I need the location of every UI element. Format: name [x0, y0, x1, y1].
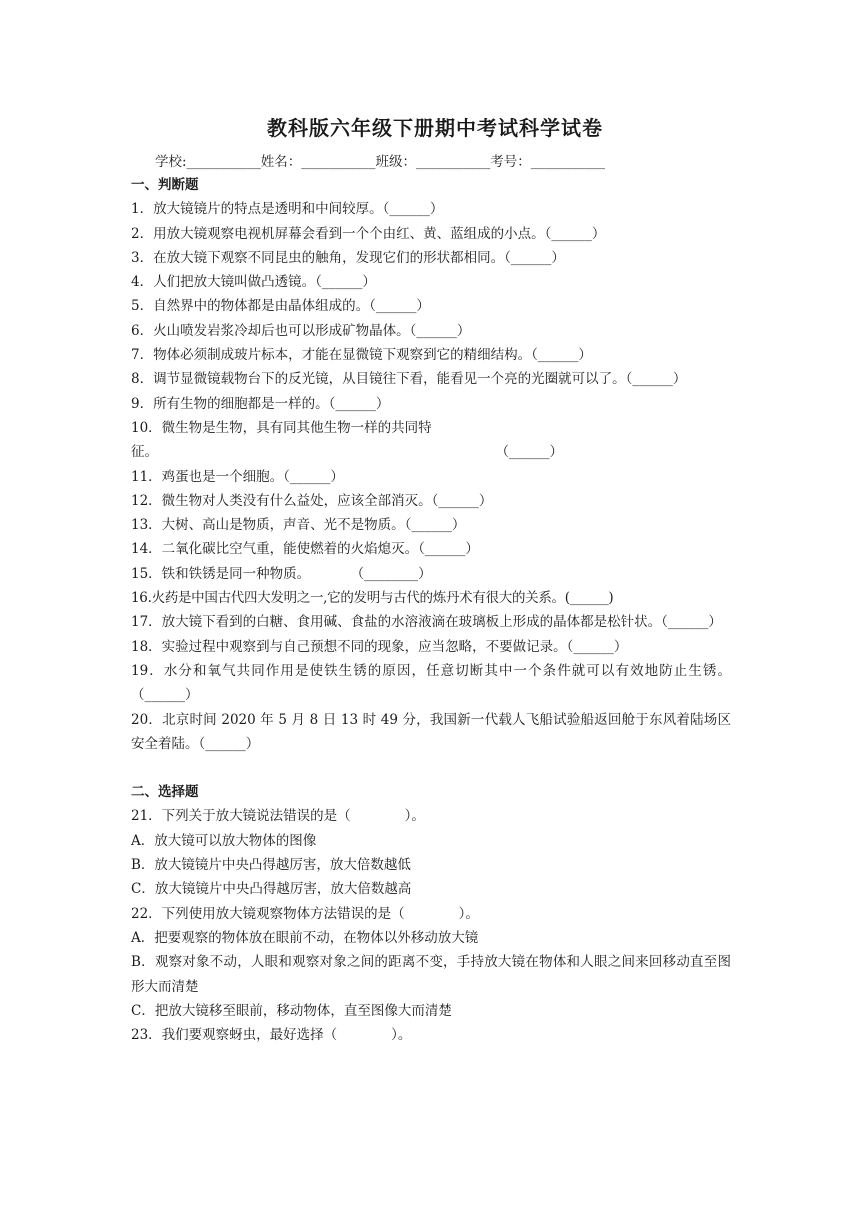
question-item: 11．鸡蛋也是一个细胞。（______） — [131, 468, 344, 485]
question-item: 8．调节显微镜载物台下的反光镜，从目镜往下看，能看见一个亮的光圈就可以了。（______） — [131, 371, 687, 388]
question-item: 16.火药是中国古代四大发明之一,它的发明与古代的炼丹术有很大的关系。(______) — [131, 590, 614, 607]
question-item: 1．放大镜镜片的特点是透明和中间较厚。（______） — [131, 201, 444, 218]
section-spacer — [131, 756, 731, 780]
question-item: 6．火山喷发岩浆冷却后也可以形成矿物晶体。（______） — [131, 322, 471, 339]
section-heading-choice: 二、选择题 — [131, 784, 199, 801]
question-item: 20．北京时间 2020 年 5 月 8 日 13 时 49 分，我国新一代载人飞船试验船返回舱于东风着陆场区安全着陆。（______） — [131, 711, 731, 752]
question-item: 12．微生物对人类没有什么益处，应该全部消灭。（______） — [131, 492, 493, 509]
choice-line: A．放大镜可以放大物体的图像 — [131, 832, 317, 849]
choice-line: A．把要观察的物体放在眼前不动，在物体以外移动放大镜 — [131, 929, 479, 946]
question-item-10-line1: 10．微生物是生物，具有同其他生物一样的共同特 — [131, 419, 432, 436]
question-item: 13．大树、高山是物质，声音、光不是物质。（______） — [131, 517, 466, 534]
choice-line: B．观察对象不动，人眼和观察对象之间的距离不变，手持放大镜在物体和人眼之间来回移动直至图形大而清楚 — [131, 954, 731, 995]
choice-line: 21．下列关于放大镜说法错误的是（ ）。 — [131, 808, 425, 825]
question-item: 2．用放大镜观察电视机屏幕会看到一个个由红、黄、蓝组成的小点。（______） — [131, 225, 606, 242]
exam-content — [131, 173, 731, 1047]
exam-title: 教科版六年级下册期中考试科学试卷 — [267, 116, 603, 140]
question-item-10-line2 — [131, 440, 731, 464]
question-item: 17．放大镜下看到的白糖、食用碱、食盐的水溶液滴在玻璃板上形成的晶体都是松针状。（______） — [131, 614, 722, 631]
student-info-line: 学校:___________姓名：___________班级：___________考号：___________ — [155, 154, 606, 170]
choice-line: C．放大镜镜片中央凸得越厉害，放大倍数越高 — [131, 881, 412, 898]
question-item: 4．人们把放大镜叫做凸透镜。（______） — [131, 274, 376, 291]
question-item: 15．铁和铁锈是同一种物质。 （________） — [131, 565, 432, 582]
question-item: 18．实验过程中观察到与自己预想不同的现象，应当忽略，不要做记录。（______） — [131, 638, 628, 655]
section-heading-judgement: 一、判断题 — [131, 177, 199, 193]
choice-line: 22．下列使用放大镜观察物体方法错误的是（ ）。 — [131, 905, 479, 922]
question-item: 7．物体必须制成玻片标本，才能在显微镜下观察到它的精细结构。（______） — [131, 347, 592, 364]
question-item: 19．水分和氧气共同作用是使铁生锈的原因，任意切断其中一个条件就可以有效地防止生锈。（______） — [131, 662, 731, 704]
question-item: 3．在放大镜下观察不同昆虫的触角，发现它们的形状都相同。（______） — [131, 249, 565, 266]
question-item: 9．所有生物的细胞都是一样的。（______） — [131, 395, 390, 412]
choice-line: 23．我们要观察蚜虫，最好选择（ ）。 — [131, 1027, 412, 1044]
question-item: 14．二氧化碳比空气重，能使燃着的火焰熄灭。（______） — [131, 541, 479, 558]
question-item-10-tail: 征。 — [131, 444, 158, 461]
question-item: 5．自然界中的物体都是由晶体组成的。（______） — [131, 298, 430, 315]
answer-blank: （______） — [495, 444, 563, 461]
choice-line: B．放大镜镜片中央凸得越厉害，放大倍数越低 — [131, 857, 411, 874]
choice-line: C．把放大镜移至眼前，移动物体，直至图像大而清楚 — [131, 1002, 452, 1019]
